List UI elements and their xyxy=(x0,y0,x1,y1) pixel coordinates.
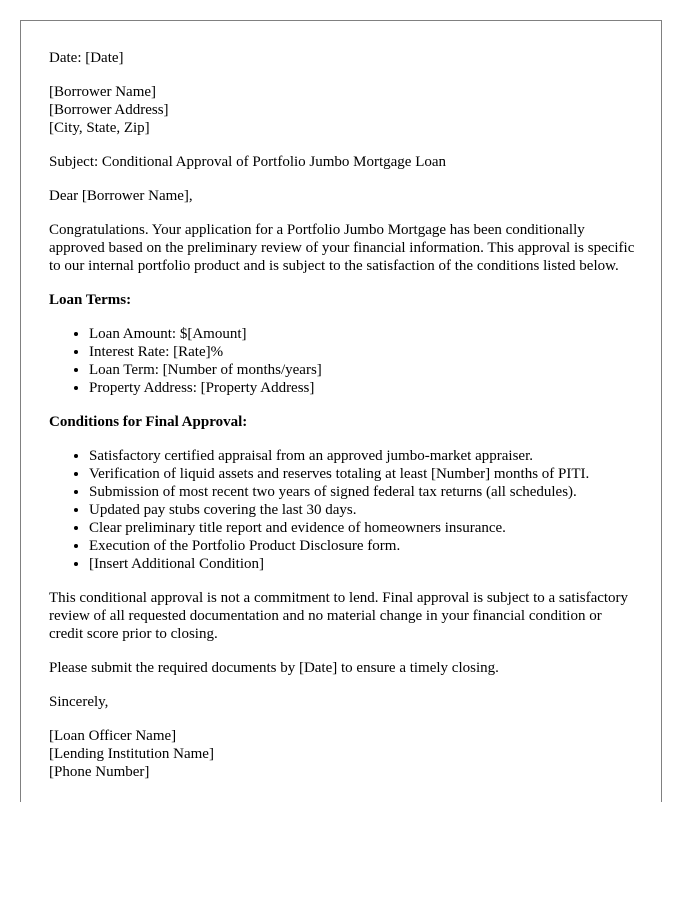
commitment-paragraph: This conditional approval is not a commitment to lend. Final approval is subject to a satisfactory review of all requested documentation and no material change in your financial condition or credit score prior to closing. xyxy=(49,590,629,642)
loan-terms-item: • Loan Amount: $[Amount] xyxy=(89,325,639,343)
condition-item: • Satisfactory certified appraisal from an approved jumbo-market appraiser. xyxy=(89,447,639,465)
loan-terms-heading: Loan Terms: xyxy=(49,292,132,308)
loan-terms-item: • Interest Rate: [Rate]% xyxy=(89,343,639,361)
salutation: Dear [Borrower Name], xyxy=(49,188,193,204)
condition-item: • Verification of liquid assets and reserves totaling at least [Number] months of PITI. xyxy=(89,465,639,483)
loan-terms-list xyxy=(49,325,639,397)
recipient-name: [Borrower Name] xyxy=(49,84,157,100)
recipient-address: [Borrower Address] xyxy=(49,102,169,118)
loan-terms-item: • Loan Term: [Number of months/years] xyxy=(89,361,639,379)
submit-paragraph: Please submit the required documents by [Date] to ensure a timely closing. xyxy=(49,660,499,676)
lending-institution-name: [Lending Institution Name] xyxy=(49,746,214,762)
recipient-city-state-zip: [City, State, Zip] xyxy=(49,120,150,136)
loan-officer-name: [Loan Officer Name] xyxy=(49,728,177,744)
letter-page xyxy=(20,20,662,802)
condition-item: • Execution of the Portfolio Product Disclosure form. xyxy=(89,537,639,555)
condition-item: • Updated pay stubs covering the last 30 days. xyxy=(89,501,639,519)
loan-terms-item: • Property Address: [Property Address] xyxy=(89,379,639,397)
condition-item: • Clear preliminary title report and evidence of homeowners insurance. xyxy=(89,519,639,537)
closing-line: Sincerely, xyxy=(49,694,109,710)
letter-body xyxy=(49,49,639,797)
recipient-block xyxy=(49,83,639,137)
condition-item: • [Insert Additional Condition] xyxy=(89,555,639,573)
intro-paragraph: Congratulations. Your application for a Portfolio Jumbo Mortgage has been conditionally approved based on the preliminary review of your financial information. This approval is specific to our internal portfolio product and is subject to the satisfaction of the conditions listed below. xyxy=(49,222,635,274)
subject-line: Subject: Conditional Approval of Portfolio Jumbo Mortgage Loan xyxy=(49,154,447,170)
conditions-list xyxy=(49,447,639,573)
conditions-heading: Conditions for Final Approval: xyxy=(49,414,248,430)
signature-block xyxy=(49,727,639,781)
phone-number: [Phone Number] xyxy=(49,764,150,780)
date-line: Date: [Date] xyxy=(49,50,124,66)
condition-item: • Submission of most recent two years of signed federal tax returns (all schedules). xyxy=(89,483,639,501)
